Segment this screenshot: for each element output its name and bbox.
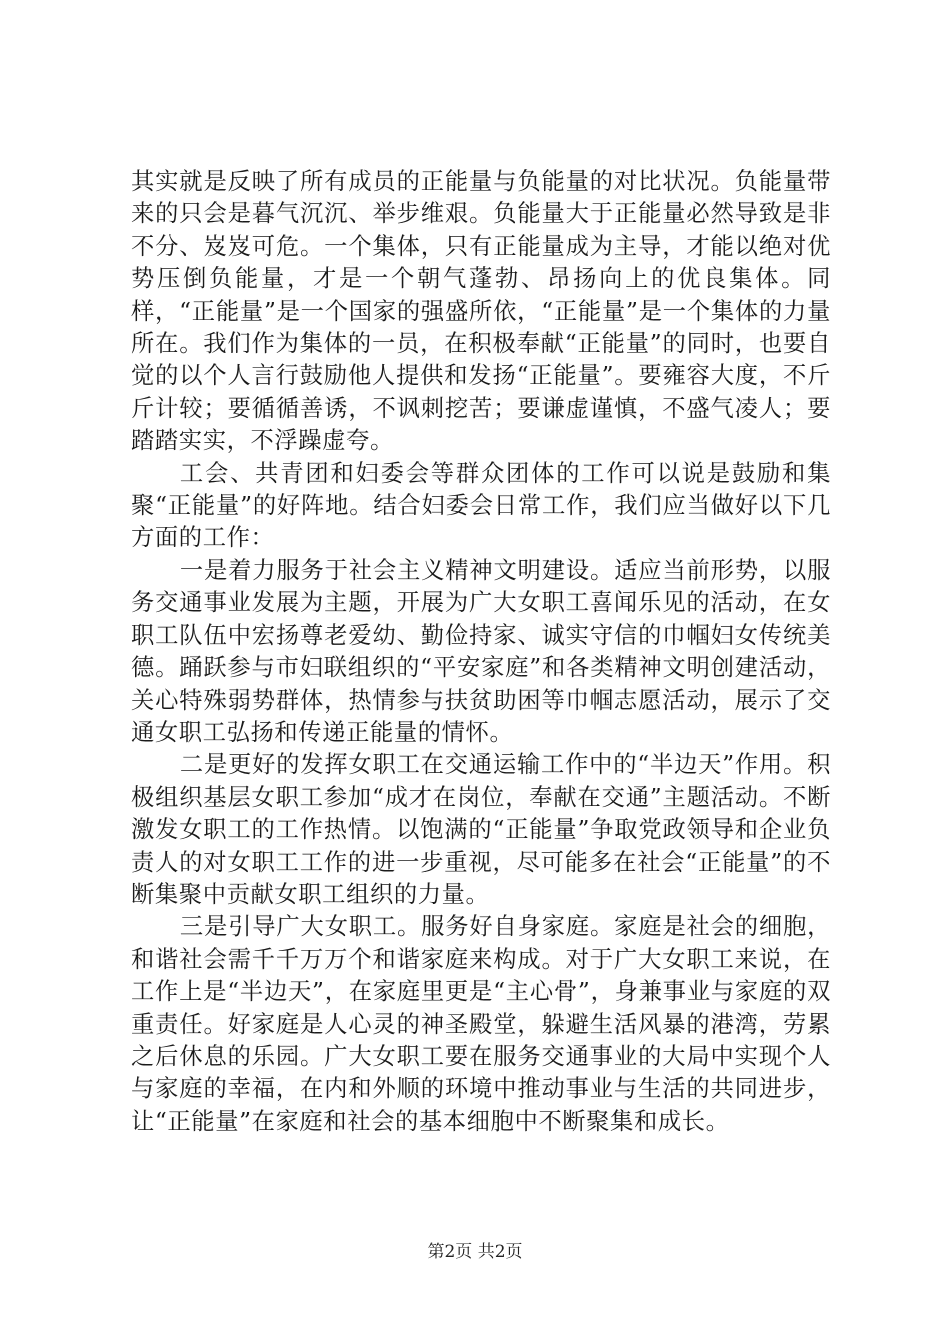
page-footer: 第2页 共2页 <box>427 1242 523 1262</box>
paragraph-point-three: 三是引导广大女职工。服务好自身家庭。家庭是社会的细胞，和谐社会需千千万万个和谐家庭来构成。对于广大女职工来说，在工作上是“半边天”，在家庭里更是“主心骨”，身兼事业与家庭的双重责任。好家庭是人心灵的神圣殿堂，躲避生活风暴的港湾，劳累之后休息的乐园。广大女职工要在服务交通事业的大局中实现个人与家庭的幸福，在内和外顺的环境中推动事业与生活的共同进步，让“正能量”在家庭和社会的基本细胞中不断聚集和成长。 <box>131 913 831 1135</box>
paragraph-mass-organizations: 工会、共青团和妇委会等群众团体的工作可以说是鼓励和集聚“正能量”的好阵地。结合妇委会日常工作，我们应当做好以下几方面的工作： <box>131 459 831 552</box>
body-text <box>131 166 831 1138</box>
paragraph-continued: 其实就是反映了所有成员的正能量与负能量的对比状况。负能量带来的只会是暮气沉沉、举步维艰。负能量大于正能量必然导致是非不分、岌岌可危。一个集体，只有正能量成为主导，才能以绝对优势压倒负能量，才是一个朝气蓬勃、昂扬向上的优良集体。同样，“正能量”是一个国家的强盛所依，“正能量”是一个集体的力量所在。我们作为集体的一员，在积极奉献“正能量”的同时，也要自觉的以个人言行鼓励他人提供和发扬“正能量”。要雍容大度，不斤斤计较；要循循善诱，不讽刺挖苦；要谦虚谨慎，不盛气凌人；要踏踏实实，不浮躁虚夸。 <box>131 168 831 455</box>
paragraph-point-one: 一是着力服务于社会主义精神文明建设。适应当前形势，以服务交通事业发展为主题，开展为广大女职工喜闻乐见的活动，在女职工队伍中宏扬尊老爱幼、勤俭持家、诚实守信的巾帼妇女传统美德。踊跃参与市妇联组织的“平安家庭”和各类精神文明创建活动，关心特殊弱势群体，热情参与扶贫助困等巾帼志愿活动，展示了交通女职工弘扬和传递正能量的情怀。 <box>131 556 831 746</box>
paragraph-point-two: 二是更好的发挥女职工在交通运输工作中的“半边天”作用。积极组织基层女职工参加“成才在岗位，奉献在交通”主题活动。不断激发女职工的工作热情。以饱满的“正能量”争取党政领导和企业负责人的对女职工工作的进一步重视，尽可能多在社会“正能量”的不断集聚中贡献女职工组织的力量。 <box>131 751 831 908</box>
